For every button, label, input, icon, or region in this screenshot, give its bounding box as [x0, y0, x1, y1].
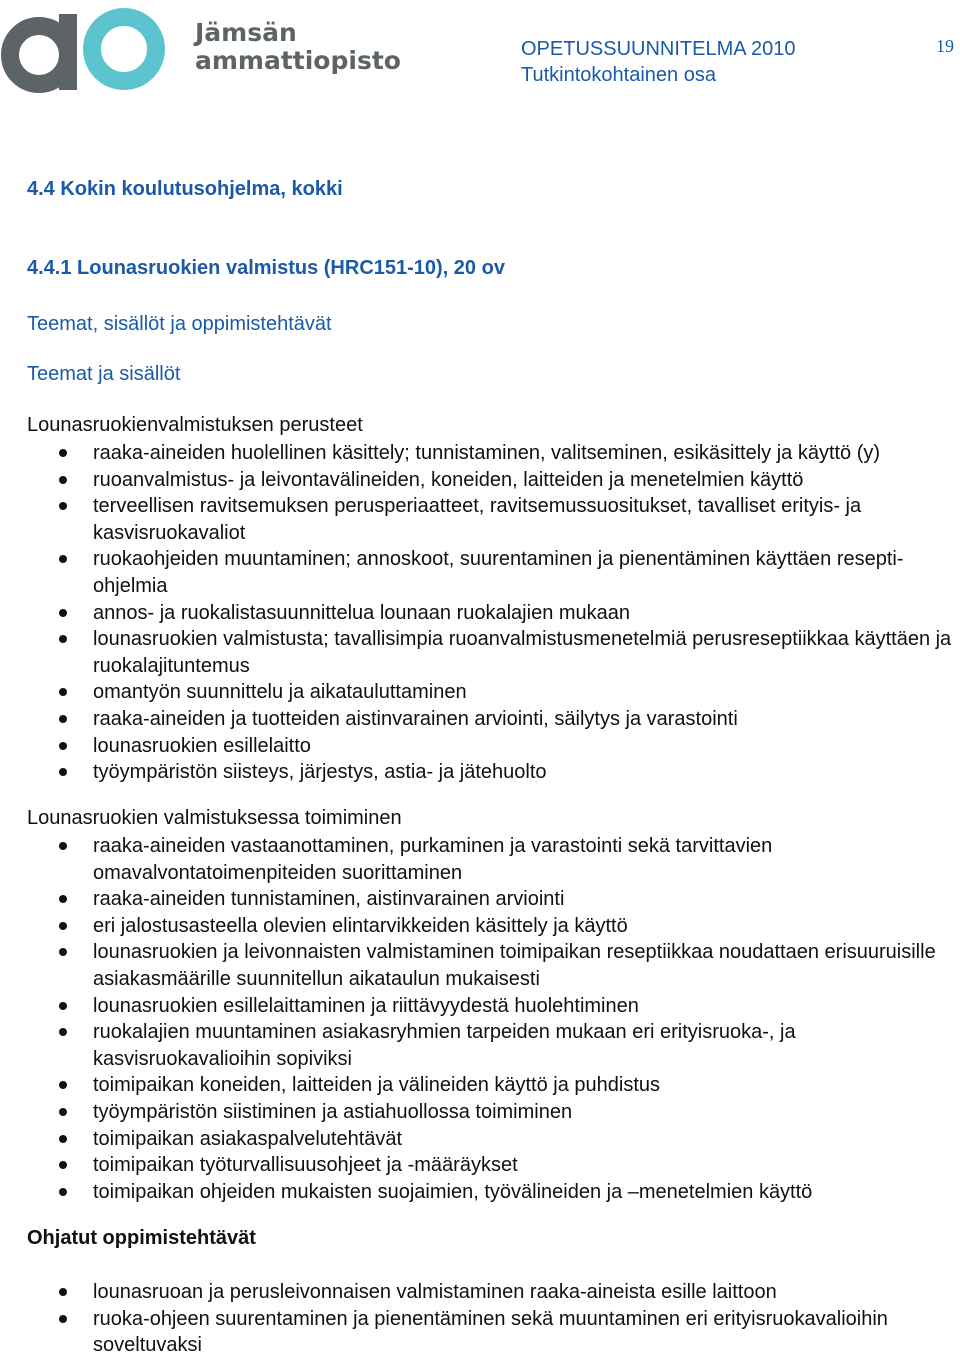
- list-item: lounasruoan ja perusleivonnaisen valmistaminen raaka-aineista esille laittoon: [0, 1279, 960, 1306]
- list-basics: [0, 440, 960, 786]
- list-item: raaka-aineiden ja tuotteiden aistinvarainen arviointi, säilytys ja varastointi: [0, 706, 960, 733]
- themes-contents-heading: Teemat ja sisällöt: [27, 363, 181, 385]
- list-item: lounasruokien valmistusta; tavallisimpia ruoanvalmistusmenetelmiä perusreseptiikkaa käyttäen ja ruokalajituntemus: [0, 626, 960, 679]
- list-item: raaka-aineiden huolellinen käsittely; tunnistaminen, valitseminen, esikäsittely ja käyttö (y): [0, 440, 960, 467]
- list-item: raaka-aineiden tunnistaminen, aistinvarainen arviointi: [0, 886, 960, 913]
- list-item: työympäristön siistiminen ja astiahuollossa toimiminen: [0, 1099, 960, 1126]
- themes-heading: Teemat, sisällöt ja oppimistehtävät: [27, 313, 332, 335]
- section-title-basics: Lounasruokienvalmistuksen perusteet: [27, 414, 363, 436]
- list-item: työympäristön siisteys, järjestys, astia- ja jätehuolto: [0, 759, 960, 786]
- list-item: toimipaikan koneiden, laitteiden ja välineiden käyttö ja puhdistus: [0, 1072, 960, 1099]
- list-item: ruokalajien muuntaminen asiakasryhmien tarpeiden mukaan eri erityisruoka-, ja kasvisruokavalioihin sopiviksi: [0, 1019, 960, 1072]
- list-item: lounasruokien esillelaittaminen ja riittävyydestä huolehtiminen: [0, 993, 960, 1020]
- list-item: raaka-aineiden vastaanottaminen, purkaminen ja varastointi sekä tarvittavien omavalvontatoimenpiteiden suorittaminen: [0, 833, 960, 886]
- list-working: [0, 833, 960, 1205]
- subchapter-heading: 4.4.1 Lounasruokien valmistus (HRC151-10), 20 ov: [27, 257, 505, 279]
- logo-letter-a-stem: [59, 14, 77, 90]
- list-item: ruokaohjeiden muuntaminen; annoskoot, suurentaminen ja pienentäminen käyttäen resepti-ohjelmia: [0, 546, 960, 599]
- list-item: terveellisen ravitsemuksen perusperiaatteet, ravitsemussuositukset, tavalliset erityis- ja kasvisruokavaliot: [0, 493, 960, 546]
- list-item: toimipaikan asiakaspalvelutehtävät: [0, 1126, 960, 1153]
- list-item: lounasruokien ja leivonnaisten valmistaminen toimipaikan reseptiikkaa noudattaen erisuuruisille asiakasmäärille suunnitellun aikataulun mukaisesti: [0, 939, 960, 992]
- document-title: OPETUSSUUNNITELMA 2010: [521, 38, 796, 60]
- list-item: toimipaikan ohjeiden mukaisten suojaimien, työvälineiden ja –menetelmien käyttö: [0, 1179, 960, 1206]
- logo-text-line2: ammattiopisto: [195, 46, 401, 75]
- list-item: lounasruokien esillelaitto: [0, 733, 960, 760]
- logo-text-line1: Jämsän: [195, 18, 297, 47]
- list-item: annos- ja ruokalistasuunnittelua lounaan ruokalajien mukaan: [0, 600, 960, 627]
- logo-letter-o: [92, 17, 156, 81]
- section-title-working: Lounasruokien valmistuksessa toimiminen: [27, 807, 402, 829]
- document-subtitle: Tutkintokohtainen osa: [521, 64, 716, 86]
- list-item: omantyön suunnittelu ja aikatauluttaminen: [0, 679, 960, 706]
- jamsan-ammattiopisto-logo: [0, 0, 401, 100]
- list-item: eri jalostusasteella olevien elintarvikkeiden käsittely ja käyttö: [0, 913, 960, 940]
- section-title-guided-tasks: Ohjatut oppimistehtävät: [27, 1227, 256, 1249]
- list-guided-tasks: [0, 1279, 960, 1359]
- list-item: ruoka-ohjeen suurentaminen ja pienentäminen sekä muuntaminen eri erityisruokavalioihin soveltuvaksi: [0, 1306, 960, 1359]
- list-item: ruoanvalmistus- ja leivontavälineiden, koneiden, laitteiden ja menetelmien käyttö: [0, 467, 960, 494]
- chapter-heading: 4.4 Kokin koulutusohjelma, kokki: [27, 178, 343, 200]
- page-number: 19: [936, 36, 954, 56]
- list-item: toimipaikan työturvallisuusohjeet ja -määräykset: [0, 1152, 960, 1179]
